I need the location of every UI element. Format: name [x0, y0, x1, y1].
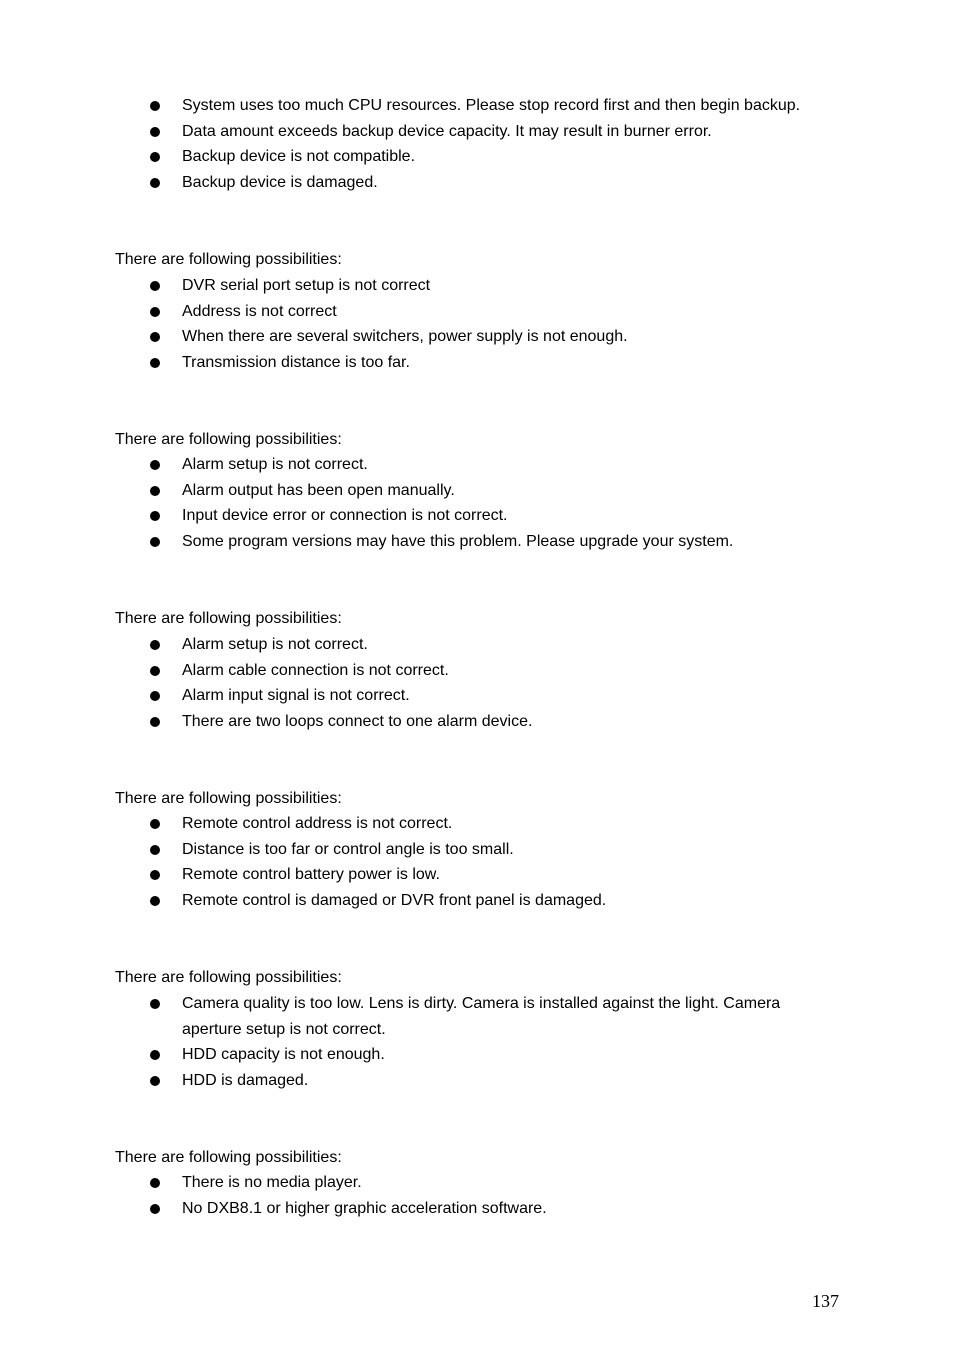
list-item: Data amount exceeds backup device capacity. It may result in burner error.: [0, 119, 954, 145]
bullet-icon: [150, 307, 160, 317]
list-item: Input device error or connection is not correct.: [0, 503, 954, 529]
list-item: Alarm setup is not correct.: [0, 632, 954, 658]
bullet-list: [0, 811, 954, 914]
section-intro: There are following possibilities:: [115, 431, 342, 448]
list-item: Alarm cable connection is not correct.: [0, 658, 954, 684]
bullet-icon: [150, 1050, 160, 1060]
list-item: There is no media player.: [0, 1170, 954, 1196]
bullet-icon: [150, 1178, 160, 1188]
list-item: HDD capacity is not enough.: [0, 1042, 954, 1068]
bullet-list: [0, 452, 954, 555]
list-item: When there are several switchers, power supply is not enough.: [0, 324, 954, 350]
bullet-icon: [150, 178, 160, 188]
list-item: Remote control battery power is low.: [0, 862, 954, 888]
bullet-list: [0, 632, 954, 735]
bullet-list: [0, 273, 954, 376]
bullet-icon: [150, 537, 160, 547]
list-item: Camera quality is too low. Lens is dirty. Camera is installed against the light. Camera aperture setup is not correct.: [0, 991, 954, 1042]
bullet-icon: [150, 358, 160, 368]
section-intro: There are following possibilities:: [115, 969, 342, 986]
page-number: 137: [812, 1291, 839, 1311]
list-item: Alarm input signal is not correct.: [0, 683, 954, 709]
bullet-icon: [150, 717, 160, 727]
bullet-icon: [150, 101, 160, 111]
bullet-icon: [150, 281, 160, 291]
list-item: System uses too much CPU resources. Please stop record first and then begin backup.: [0, 93, 954, 119]
bullet-icon: [150, 1204, 160, 1214]
list-item: HDD is damaged.: [0, 1068, 954, 1094]
bullet-icon: [150, 640, 160, 650]
list-item: Alarm setup is not correct.: [0, 452, 954, 478]
bullet-icon: [150, 460, 160, 470]
bullet-icon: [150, 896, 160, 906]
bullet-icon: [150, 152, 160, 162]
list-item: Backup device is not compatible.: [0, 144, 954, 170]
bullet-list: [0, 1170, 954, 1221]
section-intro: There are following possibilities:: [115, 610, 342, 627]
section-intro: There are following possibilities:: [115, 790, 342, 807]
list-item: Backup device is damaged.: [0, 170, 954, 196]
list-item: No DXB8.1 or higher graphic acceleration software.: [0, 1196, 954, 1222]
list-item: Some program versions may have this problem. Please upgrade your system.: [0, 529, 954, 555]
list-item: Address is not correct: [0, 299, 954, 325]
bullet-icon: [150, 1076, 160, 1086]
bullet-icon: [150, 845, 160, 855]
bullet-icon: [150, 127, 160, 137]
list-item: Remote control address is not correct.: [0, 811, 954, 837]
bullet-list: [0, 991, 954, 1094]
bullet-list: [0, 93, 954, 196]
list-item: Remote control is damaged or DVR front panel is damaged.: [0, 888, 954, 914]
bullet-icon: [150, 666, 160, 676]
list-item: DVR serial port setup is not correct: [0, 273, 954, 299]
section-intro: There are following possibilities:: [115, 1149, 342, 1166]
bullet-icon: [150, 691, 160, 701]
list-item: Alarm output has been open manually.: [0, 478, 954, 504]
section-intro: There are following possibilities:: [115, 251, 342, 268]
bullet-icon: [150, 511, 160, 521]
list-item: There are two loops connect to one alarm device.: [0, 709, 954, 735]
bullet-icon: [150, 486, 160, 496]
list-item: Transmission distance is too far.: [0, 350, 954, 376]
bullet-icon: [150, 999, 160, 1009]
bullet-icon: [150, 332, 160, 342]
bullet-icon: [150, 870, 160, 880]
bullet-icon: [150, 819, 160, 829]
list-item: Distance is too far or control angle is too small.: [0, 837, 954, 863]
